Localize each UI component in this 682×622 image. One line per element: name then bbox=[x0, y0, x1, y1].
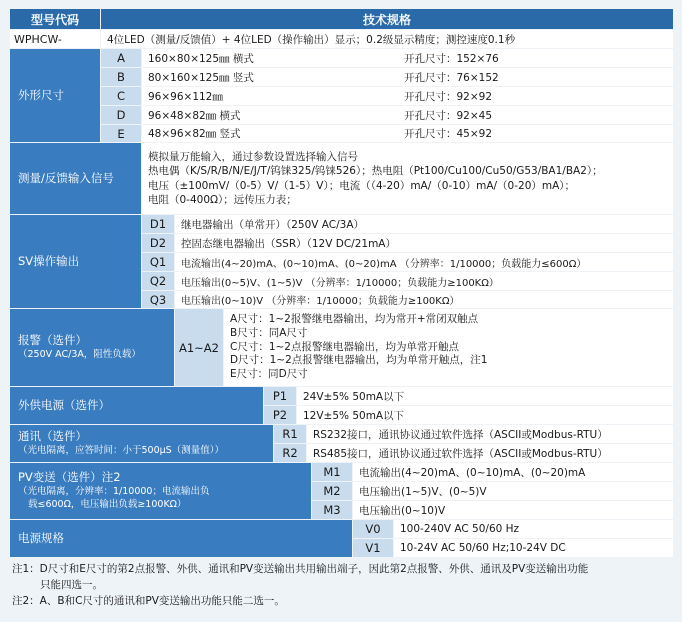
comm-desc-r1: RS232接口，通讯协议通过软件选择（ASCII或Modbus-RTU） bbox=[307, 425, 673, 443]
alarm-line-5: E尺寸：同D尺寸 bbox=[230, 368, 308, 381]
dim-hole-e: 开孔尺寸：45×92 bbox=[404, 128, 493, 140]
ext-power-code-p2: P2 bbox=[264, 406, 296, 424]
dim-row-b bbox=[142, 68, 673, 86]
dim-hole-c: 开孔尺寸：92×92 bbox=[404, 90, 493, 103]
alarm-desc bbox=[224, 309, 673, 386]
dim-size-a: 160×80×125㎜ 横式 bbox=[148, 52, 254, 65]
input-line-4: 电阻（0-400Ω）；远传压力表； bbox=[148, 193, 297, 206]
pv-tx-code-m2: M2 bbox=[312, 482, 352, 500]
sv-desc-q3: 电压输出(0~10)V （分辨率：1/10000；负载能力≥100KΩ） bbox=[175, 291, 673, 308]
comm-code-r1: R1 bbox=[274, 425, 306, 443]
sv-code-q3: Q3 bbox=[142, 291, 174, 308]
dim-row-c bbox=[142, 87, 673, 105]
ext-power-desc-p1: 24V±5% 50mA以下 bbox=[297, 387, 673, 405]
dim-hole-d: 开孔尺寸：92×45 bbox=[404, 109, 493, 122]
dim-size-d: 96×48×82㎜ 横式 bbox=[148, 109, 241, 122]
dim-size-e: 48×96×82㎜ 竖式 bbox=[148, 128, 241, 140]
sv-desc-q1: 电流输出(4~20)mA、(0~10)mA、(0~20)mA （分辨率：1/10000；负载能力≤600Ω） bbox=[175, 253, 673, 271]
dim-code-e: E bbox=[101, 125, 141, 142]
pv-tx-code-m3: M3 bbox=[312, 501, 352, 519]
pv-tx-label-block bbox=[10, 463, 311, 519]
note-1-cont: 只能四选一。 bbox=[40, 579, 103, 591]
input-line-1: 模拟量万能输入，通过参数设置选择输入信号 bbox=[148, 150, 358, 163]
sv-code-q1: Q1 bbox=[142, 253, 174, 271]
pv-tx-desc-m2: 电压输出(1~5)V、(0~5)V bbox=[353, 482, 673, 500]
sv-desc-q2: 电压输出(0~5)V、(1~5)V （分辨率：1/10000；负载能力≥100KΩ） bbox=[175, 272, 673, 290]
dim-hole-b: 开孔尺寸：76×152 bbox=[404, 71, 499, 84]
dim-row-d bbox=[142, 106, 673, 124]
sv-code-d2: D2 bbox=[142, 234, 174, 252]
note-2: 注2：A、B和C尺寸的通讯和PV变送输出功能只能二选一。 bbox=[12, 595, 285, 607]
dim-row-a bbox=[142, 49, 673, 67]
sv-code-q2: Q2 bbox=[142, 272, 174, 290]
pv-tx-desc-m1: 电流输出(4~20)mA、(0~10)mA、(0~20)mA bbox=[353, 463, 673, 481]
dim-row-e bbox=[142, 125, 673, 142]
model-desc: 4位LED（测量/反馈值）+ 4位LED（操作输出）显示；0.2级显示精度；测控速度0.1秒 bbox=[101, 30, 673, 48]
alarm-line-1: A尺寸：1~2报警继电器输出，均为常开+常闭双触点 bbox=[230, 312, 479, 325]
comm-label-block bbox=[10, 425, 273, 462]
pv-tx-label: PV变送（选件）注2 bbox=[18, 470, 121, 485]
power-label: 电源规格 bbox=[10, 520, 352, 557]
header-model-code: 型号代码 bbox=[10, 9, 100, 29]
comm-sub: （光电隔离，应答时间：小于500μS（测量值）） bbox=[18, 444, 224, 456]
power-code-v0: V0 bbox=[353, 520, 393, 538]
ext-power-label: 外供电源（选件） bbox=[10, 387, 263, 424]
input-desc bbox=[142, 143, 673, 214]
dim-code-c: C bbox=[101, 87, 141, 105]
dimensions-label: 外形尺寸 bbox=[10, 49, 100, 142]
power-code-v1: V1 bbox=[353, 539, 393, 557]
alarm-line-4: D尺寸：1~2点报警继电器输出，均为单常开触点，注1 bbox=[230, 354, 488, 367]
sv-desc-d1: 继电器输出（单常开）（250V AC/3A） bbox=[175, 215, 673, 233]
power-desc-v1: 10-24V AC 50/60 Hz;10-24V DC bbox=[394, 539, 673, 557]
input-line-3: 电压（±100mV/（0-5）V/（1-5）V）；电流（（4-20）mA/（0-10）mA/（0-20）mA）； bbox=[148, 179, 576, 192]
sv-code-d1: D1 bbox=[142, 215, 174, 233]
ext-power-code-p1: P1 bbox=[264, 387, 296, 405]
alarm-label: 报警（选件） bbox=[18, 333, 87, 348]
sv-desc-d2: 控固态继电器输出（SSR）（12V DC/21mA） bbox=[175, 234, 673, 252]
alarm-line-3: C尺寸：1~2点报警继电器输出，均为单常开触点 bbox=[230, 340, 459, 353]
model-code: WPHCW- bbox=[10, 30, 100, 48]
alarm-label-block bbox=[10, 309, 174, 386]
ext-power-desc-p2: 12V±5% 50mA以下 bbox=[297, 406, 673, 424]
alarm-code: A1~A2 bbox=[175, 309, 223, 386]
pv-tx-sub-2: 载≤600Ω，电压输出负载≥100KΩ） bbox=[28, 498, 187, 510]
alarm-sub: （250V AC/3A，阻性负载） bbox=[18, 348, 141, 360]
comm-label: 通讯（选件） bbox=[18, 429, 87, 444]
input-label: 测量/反馈输入信号 bbox=[10, 143, 141, 214]
note-1: 注1：D尺寸和E尺寸的第2点报警、外供、通讯和PV变送输出共用输出端子，因此第2点报警、外供、通讯及PV变送输出功能 bbox=[12, 563, 589, 575]
input-line-2: 热电偶（K/S/R/B/N/E/J/T/钨铼325/钨铼526）；热电阻（Pt100/Cu100/Cu50/G53/BA1/BA2）； bbox=[148, 165, 603, 178]
comm-desc-r2: RS485接口，通讯协议通过软件选择（ASCII或Modbus-RTU） bbox=[307, 444, 673, 462]
power-desc-v0: 100-240V AC 50/60 Hz bbox=[394, 520, 673, 538]
dim-code-a: A bbox=[101, 49, 141, 67]
alarm-line-2: B尺寸：同A尺寸 bbox=[230, 326, 308, 339]
dim-size-c: 96×96×112㎜ bbox=[148, 90, 223, 103]
dim-size-b: 80×160×125㎜ 竖式 bbox=[148, 71, 254, 84]
dim-code-d: D bbox=[101, 106, 141, 124]
pv-tx-sub-1: （光电隔离，分辨率：1/10000；电流输出负 bbox=[18, 485, 210, 497]
dim-hole-a: 开孔尺寸：152×76 bbox=[404, 52, 499, 65]
pv-tx-desc-m3: 电压输出(0~10)V bbox=[353, 501, 673, 519]
comm-code-r2: R2 bbox=[274, 444, 306, 462]
dim-code-b: B bbox=[101, 68, 141, 86]
sv-output-label: SV操作输出 bbox=[10, 215, 141, 308]
header-tech-spec: 技术规格 bbox=[101, 9, 673, 29]
pv-tx-code-m1: M1 bbox=[312, 463, 352, 481]
